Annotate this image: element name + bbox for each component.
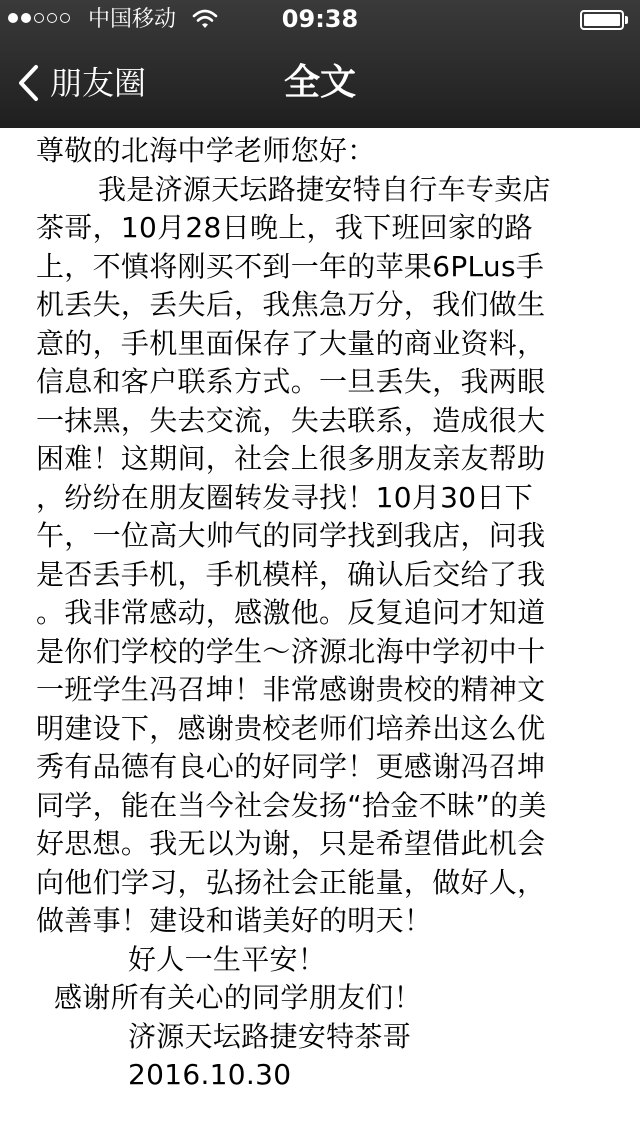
letter-salutation: 尊敬的北海中学老师您好： [36, 134, 376, 167]
letter-line: 茶哥，10月28日晚上，我下班回家的路 [36, 211, 533, 244]
letter-line: 上，不慎将刚买不到一年的苹果6PLus手 [36, 249, 545, 283]
letter-line: 午，一位高大帅气的同学找到我店，问我 [36, 519, 546, 552]
top-bar [0, 0, 640, 128]
letter-line: 一抹黑，失去交流，失去联系，造成很大 [36, 403, 546, 437]
letter-line: 困难！这期间，社会上很多朋友亲友帮助 [36, 442, 546, 475]
battery-icon [580, 10, 624, 30]
status-bar [0, 0, 640, 40]
carrier-name: 中国移动 [88, 7, 177, 32]
letter-line: 机丢失，丢失后，我焦急万分，我们做生 [36, 288, 546, 321]
letter-signature: 济源天坛路捷安特茶哥 [128, 1019, 412, 1053]
letter-thanks: 感谢所有关心的同学朋友们！ [54, 981, 422, 1014]
letter-line: 是你们学校的学生～济源北海中学初中十 [36, 634, 546, 668]
battery-level [584, 14, 620, 26]
letter-line: 秀有品德有良心的好同学！更感谢冯召坤 [36, 750, 546, 783]
letter-line: 一班学生冯召坤！非常感谢贵校的精神文 [36, 673, 546, 706]
letter-blessing: 好人一生平安！ [128, 942, 327, 976]
letter-line: 。我非常感动，感激他。反复追问才知道 [36, 596, 546, 629]
page-title: 全文 [283, 62, 356, 103]
navigation-bar [0, 40, 640, 128]
letter-line: ，纷纷在朋友圈转发寻找！10月30日下 [36, 480, 533, 514]
letter-date: 2016.10.30 [128, 1058, 292, 1091]
back-button-label: 朋友圈 [50, 64, 147, 102]
letter-line: 明建设下，感谢贵校老师们培养出这么优 [36, 711, 546, 745]
battery-tip [625, 16, 628, 24]
status-time: 09:38 [281, 5, 359, 33]
letter-line: 信息和客户联系方式。一旦丢失，我两眼 [36, 365, 546, 398]
letter-line: 向他们学习，弘扬社会正能量，做好人， [36, 865, 546, 899]
letter-line: 是否丢手机，手机模样，确认后交给了我 [36, 557, 546, 591]
letter-line: 我是济源天坛路捷安特自行车专卖店 [98, 172, 551, 206]
letter-line: 意的，手机里面保存了大量的商业资料， [36, 326, 546, 360]
letter-line: 做善事！建设和谐美好的明天！ [36, 904, 433, 937]
letter-line: 同学，能在当今社会发扬“拾金不昧”的美 [36, 788, 547, 822]
letter-content [36, 132, 616, 1095]
letter-line: 好思想。我无以为谢，只是希望借此机会 [36, 827, 546, 860]
